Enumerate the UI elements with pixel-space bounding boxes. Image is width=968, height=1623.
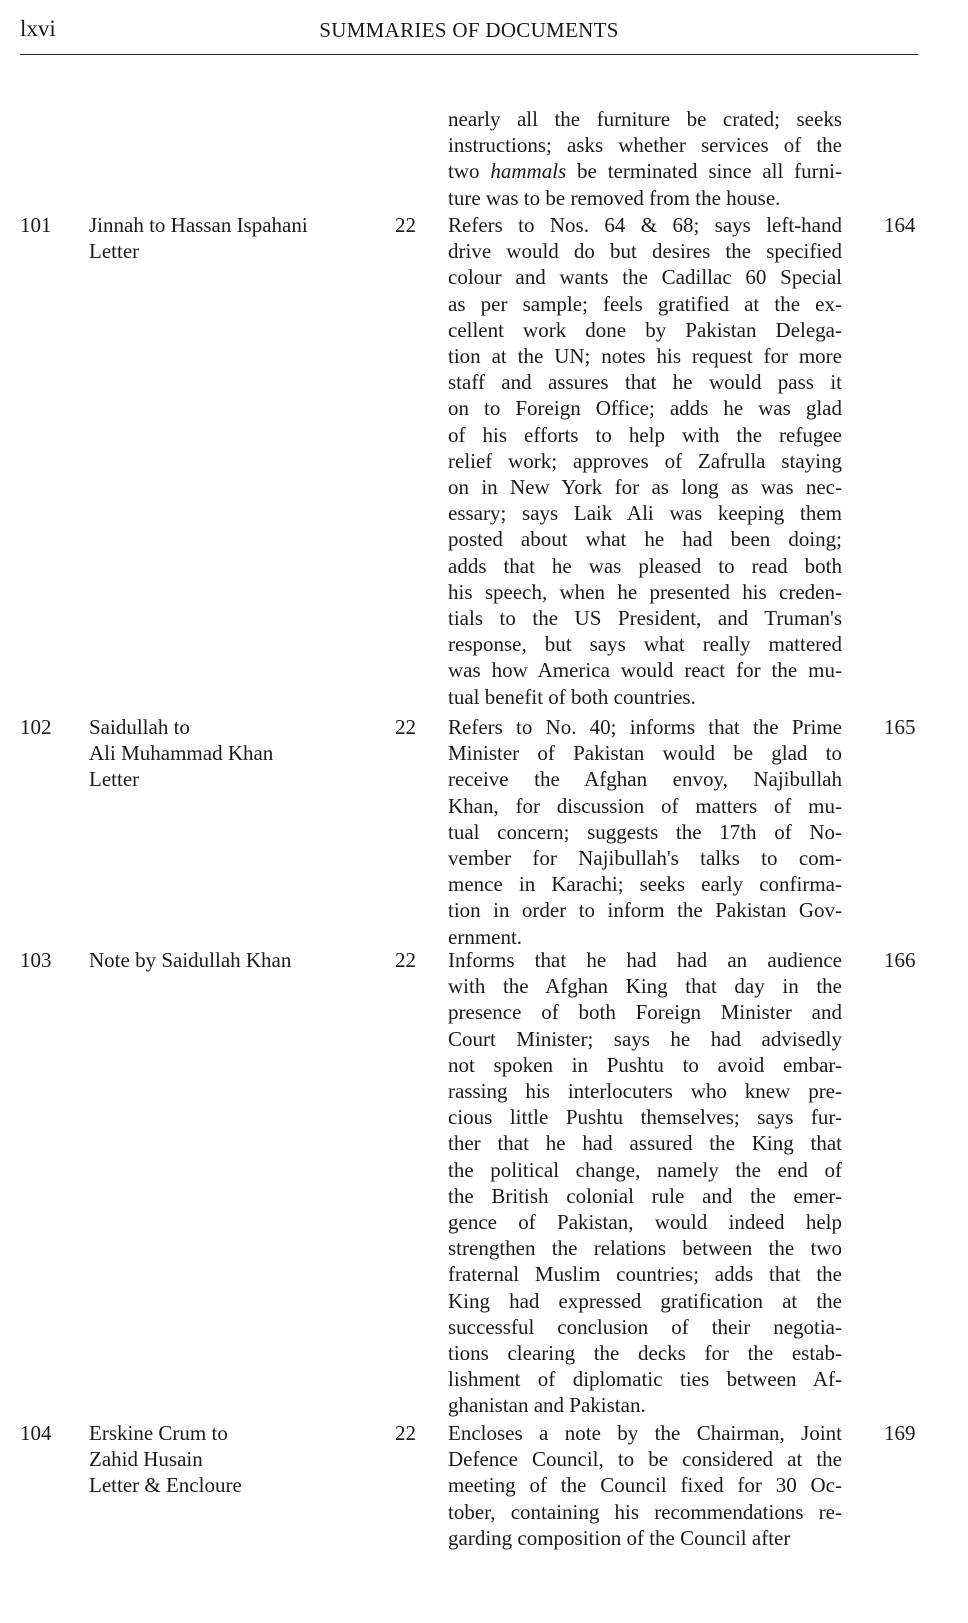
summary-line: cious little Pushtu themselves; says fur- (448, 1105, 842, 1130)
summary-line: essary; says Laik Ali was keeping them (448, 501, 842, 526)
document-date: 22 (395, 715, 416, 739)
document-number: 102 (20, 715, 52, 739)
summary-line: on to Foreign Office; adds he was glad (448, 396, 842, 421)
summary-line: drive would do but desires the specified (448, 239, 842, 264)
summary-line: tion at the UN; notes his request for more (448, 344, 842, 369)
summary-line: strengthen the relations between the two (448, 1236, 842, 1261)
summary-line: successful conclusion of their negotia- (448, 1314, 842, 1339)
summary-line: of his efforts to help with the refugee (448, 422, 842, 447)
summary-line: tual concern; suggests the 17th of No- (448, 819, 842, 844)
summary-line: was how America would react for the mu- (448, 658, 842, 683)
summary-line: ther that he had assured the King that (448, 1131, 842, 1156)
summary-line: tials to the US President, and Truman's (448, 606, 842, 631)
summary-line: the British colonial rule and the emer- (448, 1183, 842, 1208)
document-title (89, 947, 379, 973)
summary-line: tober, containing his recommendations re- (448, 1499, 842, 1524)
summary-line: on in New York for as long as was nec- (448, 475, 842, 500)
title-line: Ali Muhammad Khan (89, 741, 274, 766)
document-summary (448, 714, 842, 950)
document-summary (448, 1420, 842, 1551)
summary-line: ghanistan and Pakistan. (448, 1393, 646, 1418)
document-date: 22 (395, 948, 416, 972)
summary-line: mence in Karachi; seeks early confirma- (448, 872, 842, 897)
summary-line: ture was to be removed from the house. (448, 185, 781, 210)
continuation-text (448, 106, 842, 211)
summary-line: Khan, for discussion of matters of mu- (448, 793, 842, 818)
summary-line: King had expressed gratification at the (448, 1288, 842, 1313)
document-summary (448, 212, 842, 710)
document-number: 103 (20, 948, 52, 972)
document-number: 104 (20, 1421, 52, 1445)
summary-line: relief work; approves of Zafrulla staying (448, 448, 842, 473)
title-line: Jinnah to Hassan Ispahani (89, 213, 308, 237)
document-title (89, 212, 379, 264)
document-page-ref: 166 (884, 948, 916, 972)
summary-line: Encloses a note by the Chairman, Joint (448, 1421, 842, 1445)
summary-line: meeting of the Council fixed for 30 Oc- (448, 1473, 842, 1498)
summary-line: rassing his interlocuters who knew pre- (448, 1079, 842, 1104)
title-line: Letter & Encloure (89, 1473, 242, 1498)
title-line: Zahid Husain (89, 1447, 203, 1472)
summary-line: Minister of Pakistan would be glad to (448, 741, 842, 766)
document-number: 101 (20, 213, 52, 237)
document-date: 22 (395, 213, 416, 237)
summary-line: Defence Council, to be considered at the (448, 1447, 842, 1472)
document-page-ref: 164 (884, 213, 916, 237)
summary-line: tion in order to inform the Pakistan Gov- (448, 898, 842, 923)
summary-line: with the Afghan King that day in the (448, 974, 842, 999)
summary-line: vember for Najibullah's talks to com- (448, 846, 842, 871)
summary-line: instructions; asks whether services of the (448, 133, 842, 158)
summary-line: Informs that he had had an audience (448, 948, 842, 972)
page-header (20, 14, 918, 55)
summary-line: tual benefit of both countries. (448, 684, 696, 709)
summary-line: Refers to Nos. 64 & 68; says left-hand (448, 213, 842, 237)
running-title: SUMMARIES OF DOCUMENTS (319, 18, 619, 42)
document-page-ref: 169 (884, 1421, 916, 1445)
title-line: Letter (89, 239, 140, 264)
summary-line: lishment of diplomatic ties between Af- (448, 1367, 842, 1392)
title-line: Erskine Crum to (89, 1421, 228, 1445)
document-date: 22 (395, 1421, 416, 1445)
document-title (89, 1420, 379, 1499)
title-line: Letter (89, 767, 140, 792)
summary-line: receive the Afghan envoy, Najibullah (448, 767, 842, 792)
document-page-ref: 165 (884, 715, 916, 739)
summary-line: his speech, when he presented his creden- (448, 579, 842, 604)
summary-line: the political change, namely the end of (448, 1157, 842, 1182)
summary-line: response, but says what really mattered (448, 632, 842, 657)
summary-line: ernment. (448, 924, 523, 949)
summary-line: Court Minister; says he had advisedly (448, 1026, 842, 1051)
summary-line: gence of Pakistan, would indeed help (448, 1210, 842, 1235)
summary-line: Refers to No. 40; informs that the Prime (448, 715, 842, 739)
summary-line: garding composition of the Council after (448, 1525, 791, 1550)
summary-line: not spoken in Pushtu to avoid embar- (448, 1052, 842, 1077)
summary-line: nearly all the furniture be crated; seeks (448, 107, 842, 131)
summary-line: as per sample; feels gratified at the ex- (448, 291, 842, 316)
summary-line: presence of both Foreign Minister and (448, 1000, 842, 1025)
summary-line: cellent work done by Pakistan Delega- (448, 317, 842, 342)
summary-line: staff and assures that he would pass it (448, 370, 842, 395)
summary-line: adds that he was pleased to read both (448, 553, 842, 578)
summary-line: two hammals be terminated since all furni- (448, 159, 843, 184)
summary-line: colour and wants the Cadillac 60 Special (448, 265, 842, 290)
summary-line: tions clearing the decks for the estab- (448, 1341, 842, 1366)
title-line: Saidullah to (89, 715, 190, 739)
document-summary (448, 947, 842, 1419)
summary-line: posted about what he had been doing; (448, 527, 842, 552)
document-title (89, 714, 379, 793)
summary-line: fraternal Muslim countries; adds that the (448, 1262, 842, 1287)
page-number: lxvi (20, 16, 56, 41)
title-line: Note by Saidullah Khan (89, 948, 292, 972)
